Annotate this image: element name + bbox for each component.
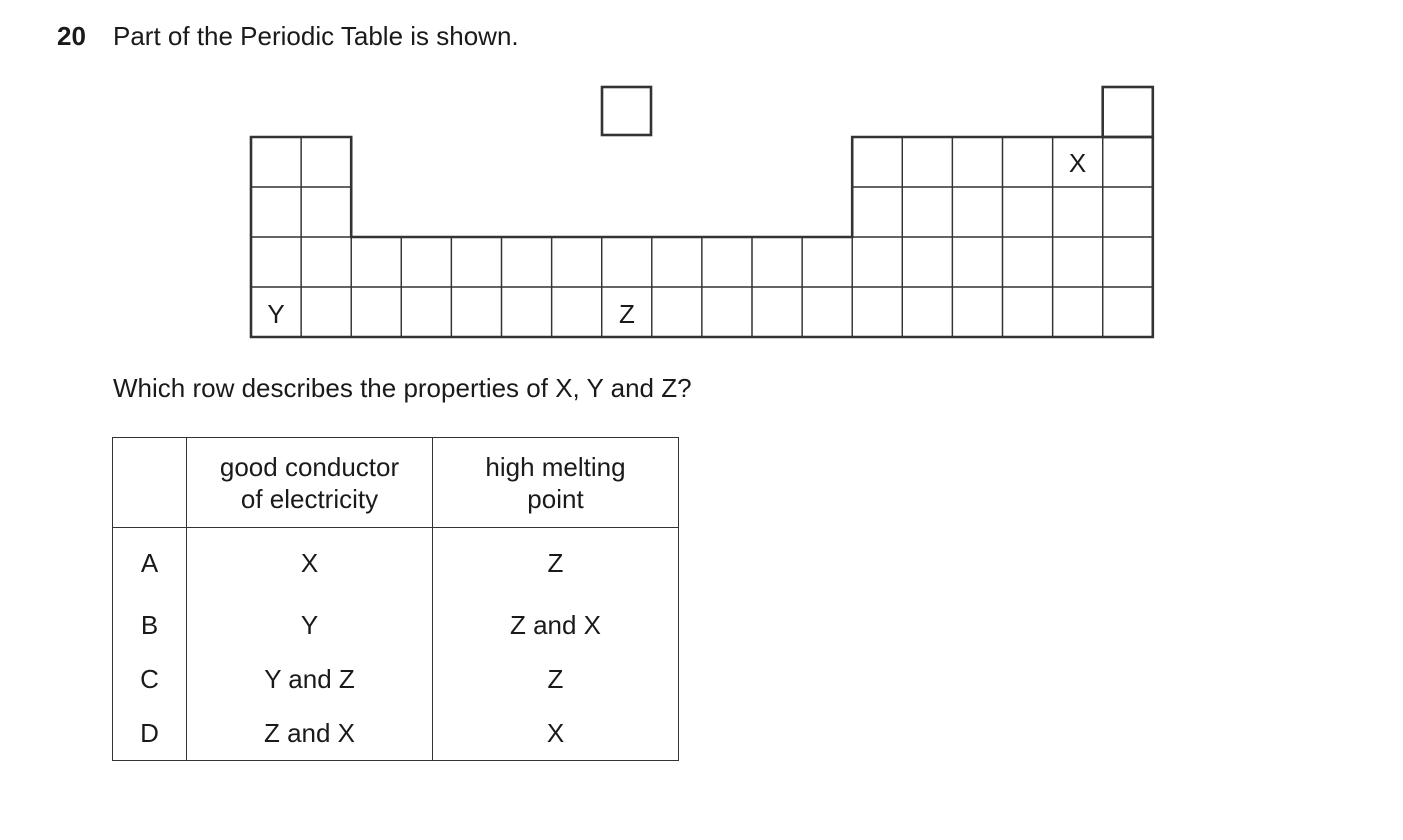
- option-letter: D: [113, 706, 187, 761]
- periodic-table-cell: [301, 287, 351, 337]
- melting-cell: Z: [433, 652, 679, 706]
- header-melting-line2: point: [527, 483, 584, 514]
- periodic-table-cell: [251, 187, 301, 237]
- periodic-table-cell: [802, 287, 852, 337]
- periodic-table-cell: [301, 237, 351, 287]
- periodic-table-cell: [351, 287, 401, 337]
- question-prompt: Which row describes the properties of X, Y and Z?: [113, 373, 692, 403]
- header-conductor: [187, 438, 433, 528]
- periodic-table-cell: [952, 187, 1002, 237]
- melting-cell: Z and X: [433, 598, 679, 652]
- element-x-label: X: [1068, 148, 1087, 178]
- periodic-table-cell: [602, 237, 652, 287]
- periodic-table-cell: [1003, 187, 1053, 237]
- periodic-table-cell: [702, 237, 752, 287]
- periodic-table-cell: [902, 187, 952, 237]
- header-conductor-line1: good conductor: [219, 451, 400, 482]
- header-melting-line1: high melting: [485, 451, 626, 482]
- periodic-table-cell: [401, 237, 451, 287]
- periodic-table-cell: [1103, 237, 1153, 287]
- periodic-table-cell: [552, 237, 602, 287]
- periodic-table-cell: [852, 287, 902, 337]
- conductor-cell: X: [187, 528, 433, 599]
- conductor-cell: Y: [187, 598, 433, 652]
- question-number: 20: [57, 21, 86, 51]
- question-stem: Part of the Periodic Table is shown.: [113, 21, 519, 51]
- periodic-table-cell: [952, 137, 1002, 187]
- periodic-table-cell: [1053, 287, 1103, 337]
- header-melting: [433, 438, 679, 528]
- header-conductor-line2: of electricity: [240, 483, 379, 514]
- periodic-table-cell: [502, 237, 552, 287]
- conductor-cell: Z and X: [187, 706, 433, 761]
- element-z-label: Z: [619, 299, 635, 329]
- table-row[interactable]: [113, 706, 679, 761]
- periodic-table-diagram: [0, 0, 1403, 360]
- periodic-table-cell: [1053, 187, 1103, 237]
- helium-cell: [1103, 87, 1153, 137]
- option-letter: C: [113, 652, 187, 706]
- periodic-table-cell: [752, 287, 802, 337]
- periodic-table-cell: [1103, 187, 1153, 237]
- periodic-table-cell: [1003, 287, 1053, 337]
- answer-options-table: [112, 437, 679, 761]
- option-letter: B: [113, 598, 187, 652]
- periodic-table-cell: [852, 137, 902, 187]
- periodic-table-cell: [652, 237, 702, 287]
- periodic-table-cell: [952, 287, 1002, 337]
- periodic-table-cell: [852, 237, 902, 287]
- periodic-table-cell: [351, 237, 401, 287]
- periodic-table-cell: [902, 287, 952, 337]
- periodic-table-cell: [1053, 237, 1103, 287]
- periodic-table-cell: [301, 187, 351, 237]
- periodic-table-cell: [802, 237, 852, 287]
- periodic-table-cell: [652, 287, 702, 337]
- periodic-table-cell: [451, 237, 501, 287]
- periodic-table-cell: [702, 287, 752, 337]
- periodic-table-cell: [552, 287, 602, 337]
- periodic-table-cell: [1103, 287, 1153, 337]
- melting-cell: Z: [433, 528, 679, 599]
- melting-cell: X: [433, 706, 679, 761]
- periodic-table-cell: [251, 137, 301, 187]
- hydrogen-cell: [602, 87, 651, 135]
- periodic-table-cell: [1003, 137, 1053, 187]
- table-row[interactable]: [113, 652, 679, 706]
- table-row[interactable]: [113, 598, 679, 652]
- periodic-table-cell: [1103, 137, 1153, 187]
- periodic-table-cell: [752, 237, 802, 287]
- element-y-label: Y: [267, 299, 285, 329]
- periodic-table-cell: [301, 137, 351, 187]
- periodic-table-cell: [502, 287, 552, 337]
- table-row[interactable]: [113, 528, 679, 599]
- periodic-table-cell: [852, 187, 902, 237]
- option-letter: A: [113, 528, 187, 599]
- header-blank-cell: [113, 438, 187, 528]
- periodic-table-cell: [952, 237, 1002, 287]
- periodic-table-cell: [451, 287, 501, 337]
- periodic-table-cell: [1003, 237, 1053, 287]
- periodic-table-cell: [902, 237, 952, 287]
- conductor-cell: Y and Z: [187, 652, 433, 706]
- periodic-table-cell: [401, 287, 451, 337]
- periodic-table-cell: [251, 237, 301, 287]
- periodic-table-cell: [902, 137, 952, 187]
